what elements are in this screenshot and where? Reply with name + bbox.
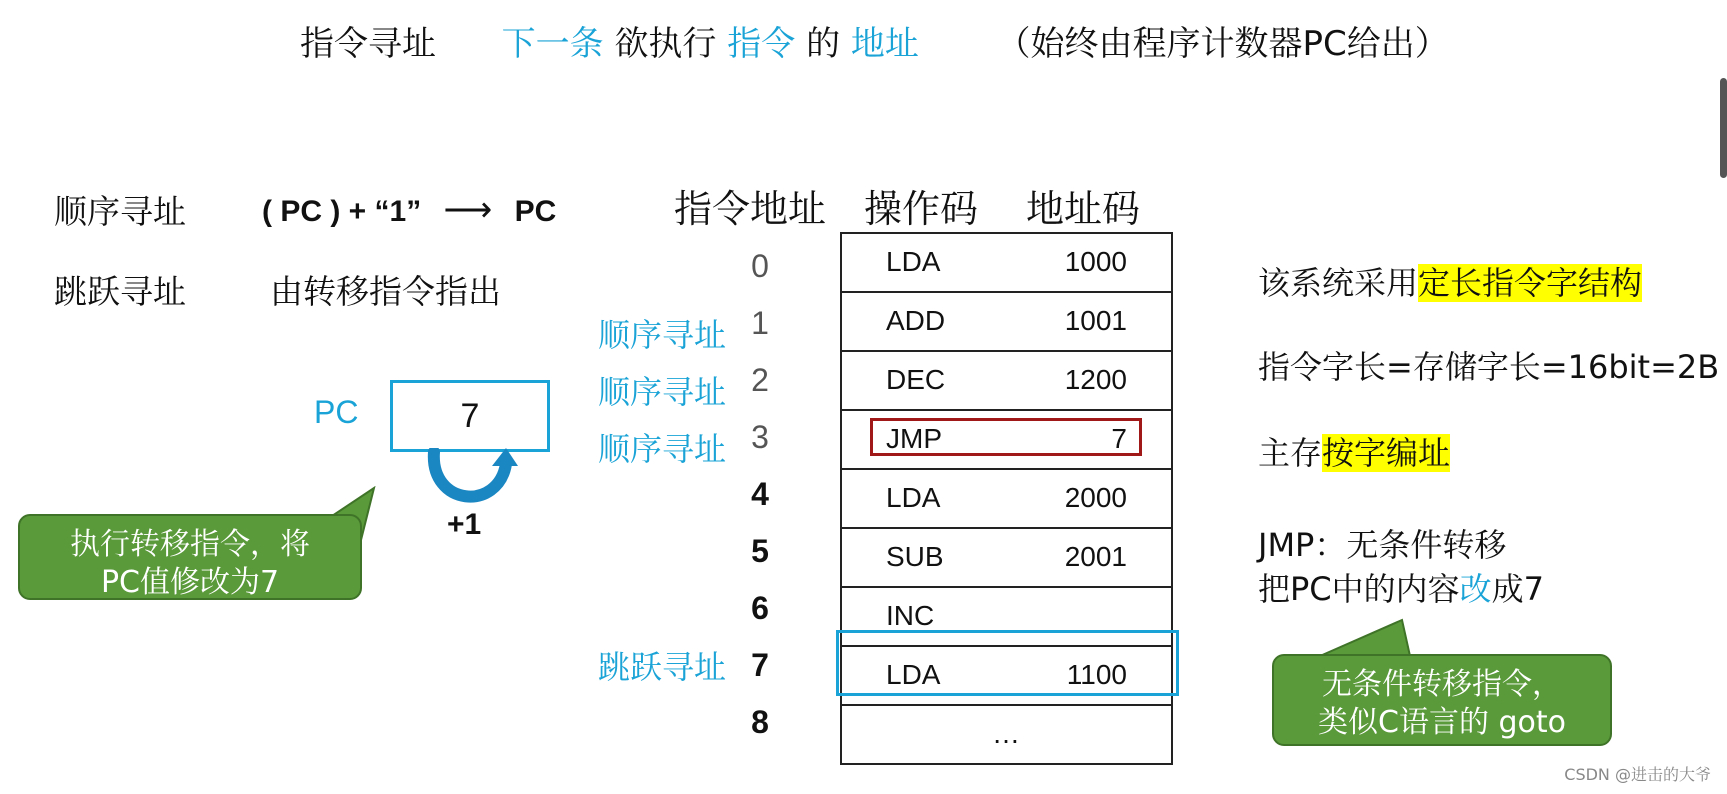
opcode-cell: …	[992, 718, 1020, 749]
title-part-note: （始终由程序计数器PC给出）	[996, 24, 1449, 64]
address-cell: 2000	[1064, 482, 1127, 513]
row-index: 4	[751, 476, 769, 512]
fixed-length-note	[1258, 258, 1642, 304]
page-title	[300, 16, 1449, 65]
sequential-formula-expr: ( PC ) + “1”	[262, 195, 422, 228]
jmp-effect-b: 改	[1459, 570, 1492, 608]
table-row	[842, 293, 1171, 352]
table-row	[842, 470, 1171, 529]
jmp-definition: JMP：无条件转移	[1258, 526, 1507, 564]
address-cell: 2001	[1064, 541, 1127, 572]
pc-value: 7	[460, 396, 480, 435]
row-index: 2	[751, 362, 769, 398]
address-cell: 7	[1111, 423, 1127, 454]
row-index: 0	[751, 248, 769, 284]
title-part-to-execute: 欲执行	[614, 24, 717, 64]
memory-addressing-highlight: 按字编址	[1322, 434, 1451, 472]
row-side-label: 顺序寻址	[598, 316, 727, 354]
column-header-opcode: 操作码	[864, 187, 979, 231]
jmp-effect-a: 把PC中的内容	[1258, 570, 1460, 608]
row-index: 1	[751, 305, 769, 341]
fixed-length-highlight: 定长指令字结构	[1418, 264, 1643, 302]
increment-label: +1	[447, 508, 482, 541]
jmp-effect	[1258, 564, 1544, 610]
row-index: 5	[751, 533, 769, 569]
opcode-cell: LDA	[886, 659, 941, 690]
row-side-label: 顺序寻址	[598, 373, 727, 411]
scrollbar-thumb[interactable]	[1720, 78, 1727, 178]
callout-jump-instruction	[18, 514, 362, 600]
jump-target-highlight-box	[836, 630, 1179, 696]
column-header-address-code: 地址码	[1026, 187, 1141, 231]
pc-register-box	[390, 380, 550, 452]
jmp-effect-c: 成7	[1491, 570, 1545, 608]
row-side-label: 顺序寻址	[598, 430, 727, 468]
row-index: 8	[751, 704, 769, 740]
title-part-instruction: 指令	[727, 24, 796, 64]
title-part-addressing: 指令寻址	[300, 24, 436, 64]
callout-pointer-right	[1310, 618, 1430, 658]
row-index: 3	[751, 419, 769, 455]
title-part-of: 的	[806, 24, 841, 64]
memory-addressing-note	[1258, 428, 1450, 474]
table-row	[842, 411, 1171, 470]
opcode-cell: INC	[886, 600, 935, 631]
opcode-cell: JMP	[886, 423, 942, 454]
table-row	[842, 529, 1171, 588]
row-index: 6	[751, 590, 769, 626]
address-cell: 1100	[1066, 659, 1127, 690]
memory-addressing-prefix: 主存	[1258, 434, 1323, 472]
callout-left-line1: 执行转移指令，将	[70, 527, 310, 562]
opcode-cell: SUB	[886, 541, 944, 572]
row-side-label: 跳跃寻址	[598, 648, 727, 686]
address-cell: 1000	[1064, 246, 1127, 277]
jump-addressing-label: 跳跃寻址	[54, 272, 186, 311]
column-header-instruction-address: 指令地址	[674, 187, 827, 231]
sequential-addressing-label: 顺序寻址	[54, 192, 186, 231]
address-cell: 1200	[1064, 364, 1127, 395]
callout-right-line1: 无条件转移指令，	[1322, 667, 1562, 702]
title-part-address: 地址	[850, 24, 919, 64]
jump-addressing-desc: 由转移指令指出	[270, 272, 501, 311]
opcode-cell: DEC	[886, 364, 946, 395]
title-part-next: 下一条	[501, 24, 604, 64]
table-row	[842, 234, 1171, 293]
watermark: CSDN @进击的大爷	[1564, 765, 1711, 784]
sequential-formula-target: PC	[514, 195, 557, 228]
opcode-cell: LDA	[886, 482, 941, 513]
word-length-note: 指令字长=存储字长=16bit=2B	[1258, 348, 1720, 386]
arrow-right-icon: ⟶	[443, 191, 493, 229]
callout-unconditional-jump	[1272, 654, 1612, 746]
table-row	[842, 706, 1171, 763]
fixed-length-prefix: 该系统采用	[1258, 264, 1419, 302]
opcode-cell: ADD	[886, 305, 946, 336]
callout-right-line2: 类似C语言的 goto	[1318, 705, 1566, 740]
pc-label: PC	[314, 394, 359, 430]
callout-left-line2: PC值修改为7	[100, 565, 280, 600]
row-index: 7	[751, 647, 769, 683]
opcode-cell: LDA	[886, 246, 941, 277]
sequential-formula	[262, 190, 556, 230]
table-row	[842, 352, 1171, 411]
address-cell: 1001	[1064, 305, 1127, 336]
